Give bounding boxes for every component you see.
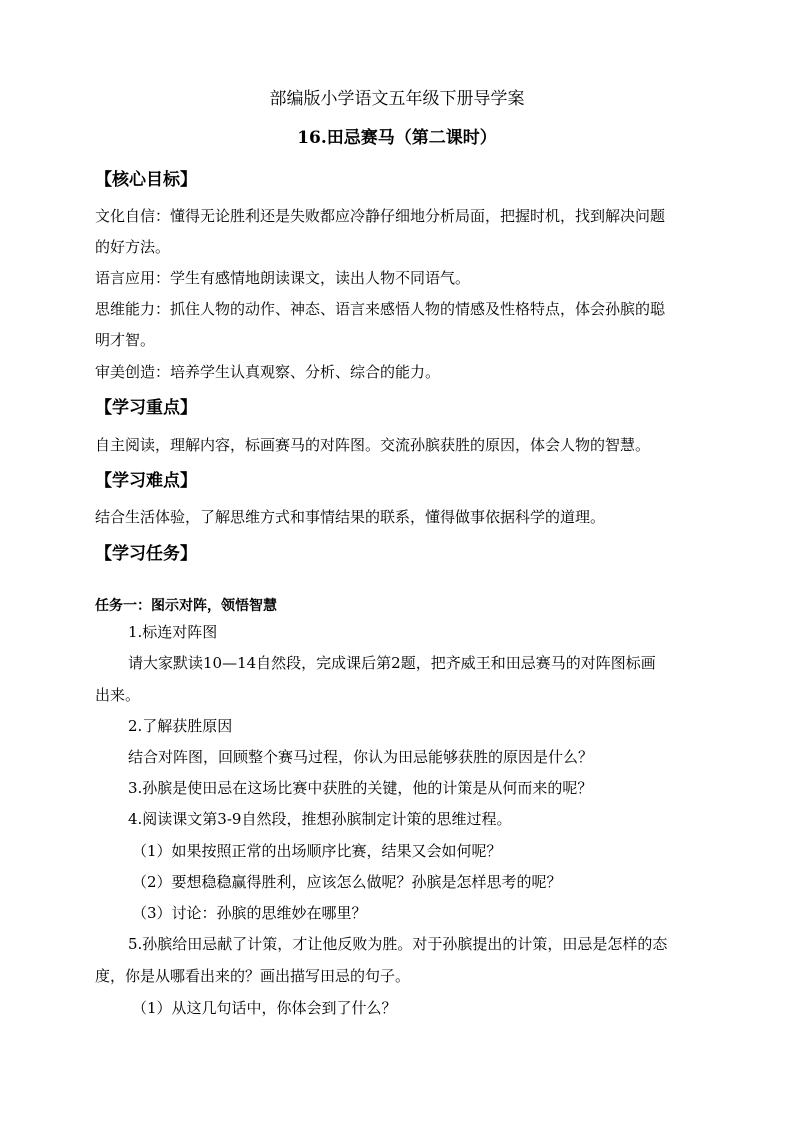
task-line: 结合对阵图，回顾整个赛马过程，你认为田忌能够获胜的原因是什么？ [128, 748, 594, 766]
heading-key-points: 【学习重点】 [95, 398, 197, 418]
heading-core-goals: 【核心目标】 [95, 170, 197, 190]
task-line: 4.阅读课文第3-9自然段，推想孙膑制定计策的思维过程。 [128, 810, 512, 828]
task-line: （1）如果按照正常的出场顺序比赛，结果又会如何呢？ [132, 842, 502, 860]
core-goal-line: 语言应用：学生有感情地朗读课文，读出人物不同语气。 [95, 269, 471, 287]
task-line: 1.标连对阵图 [128, 623, 218, 641]
lesson-subtitle: 16.田忌赛马（第二课时） [297, 128, 497, 148]
core-goal-line: 的好方法。 [95, 238, 171, 256]
core-goal-line: 思维能力：抓住人物的动作、神态、语言来感悟人物的情感及性格特点，体会孙膑的聪 [95, 300, 666, 318]
core-goal-line: 文化自信：懂得无论胜利还是失败都应冷静仔细地分析局面，把握时机，找到解决问题 [95, 207, 666, 225]
difficulty-line: 结合生活体验，了解思维方式和事情结果的联系，懂得做事依据科学的道理。 [95, 508, 606, 526]
task-line: 2.了解获胜原因 [128, 717, 233, 735]
task-line: 出来。 [95, 686, 141, 704]
task-line: 5.孙膑给田忌献了计策，才让他反败为胜。对于孙膑提出的计策，田忌是怎样的态 [128, 935, 668, 953]
document-title: 部编版小学语文五年级下册导学案 [269, 89, 525, 109]
heading-difficulties: 【学习难点】 [95, 471, 197, 491]
task-line: 度，你是从哪看出来的？画出描写田忌的句子。 [95, 967, 411, 985]
task-line: 3.孙膑是使田忌在这场比赛中获胜的关键，他的计策是从何而来的呢？ [128, 779, 593, 797]
task-line: （2）要想稳稳赢得胜利，应该怎么做呢？孙膑是怎样思考的呢？ [132, 873, 562, 891]
task-line: （1）从这几句话中，你体会到了什么？ [132, 999, 397, 1017]
task-line: （3）讨论：孙膑的思维妙在哪里？ [132, 904, 367, 922]
task-line: 请大家默读10—14自然段，完成课后第2题，把齐威王和田忌赛马的对阵图标画 [128, 654, 656, 672]
heading-tasks: 【学习任务】 [95, 544, 197, 564]
core-goal-line: 审美创造：培养学生认真观察、分析、综合的能力。 [95, 363, 441, 381]
task1-title: 任务一：图示对阵，领悟智慧 [95, 598, 277, 614]
key-point-line: 自主阅读，理解内容，标画赛马的对阵图。交流孙膑获胜的原因，体会人物的智慧。 [95, 436, 651, 454]
core-goal-line: 明才智。 [95, 331, 156, 349]
